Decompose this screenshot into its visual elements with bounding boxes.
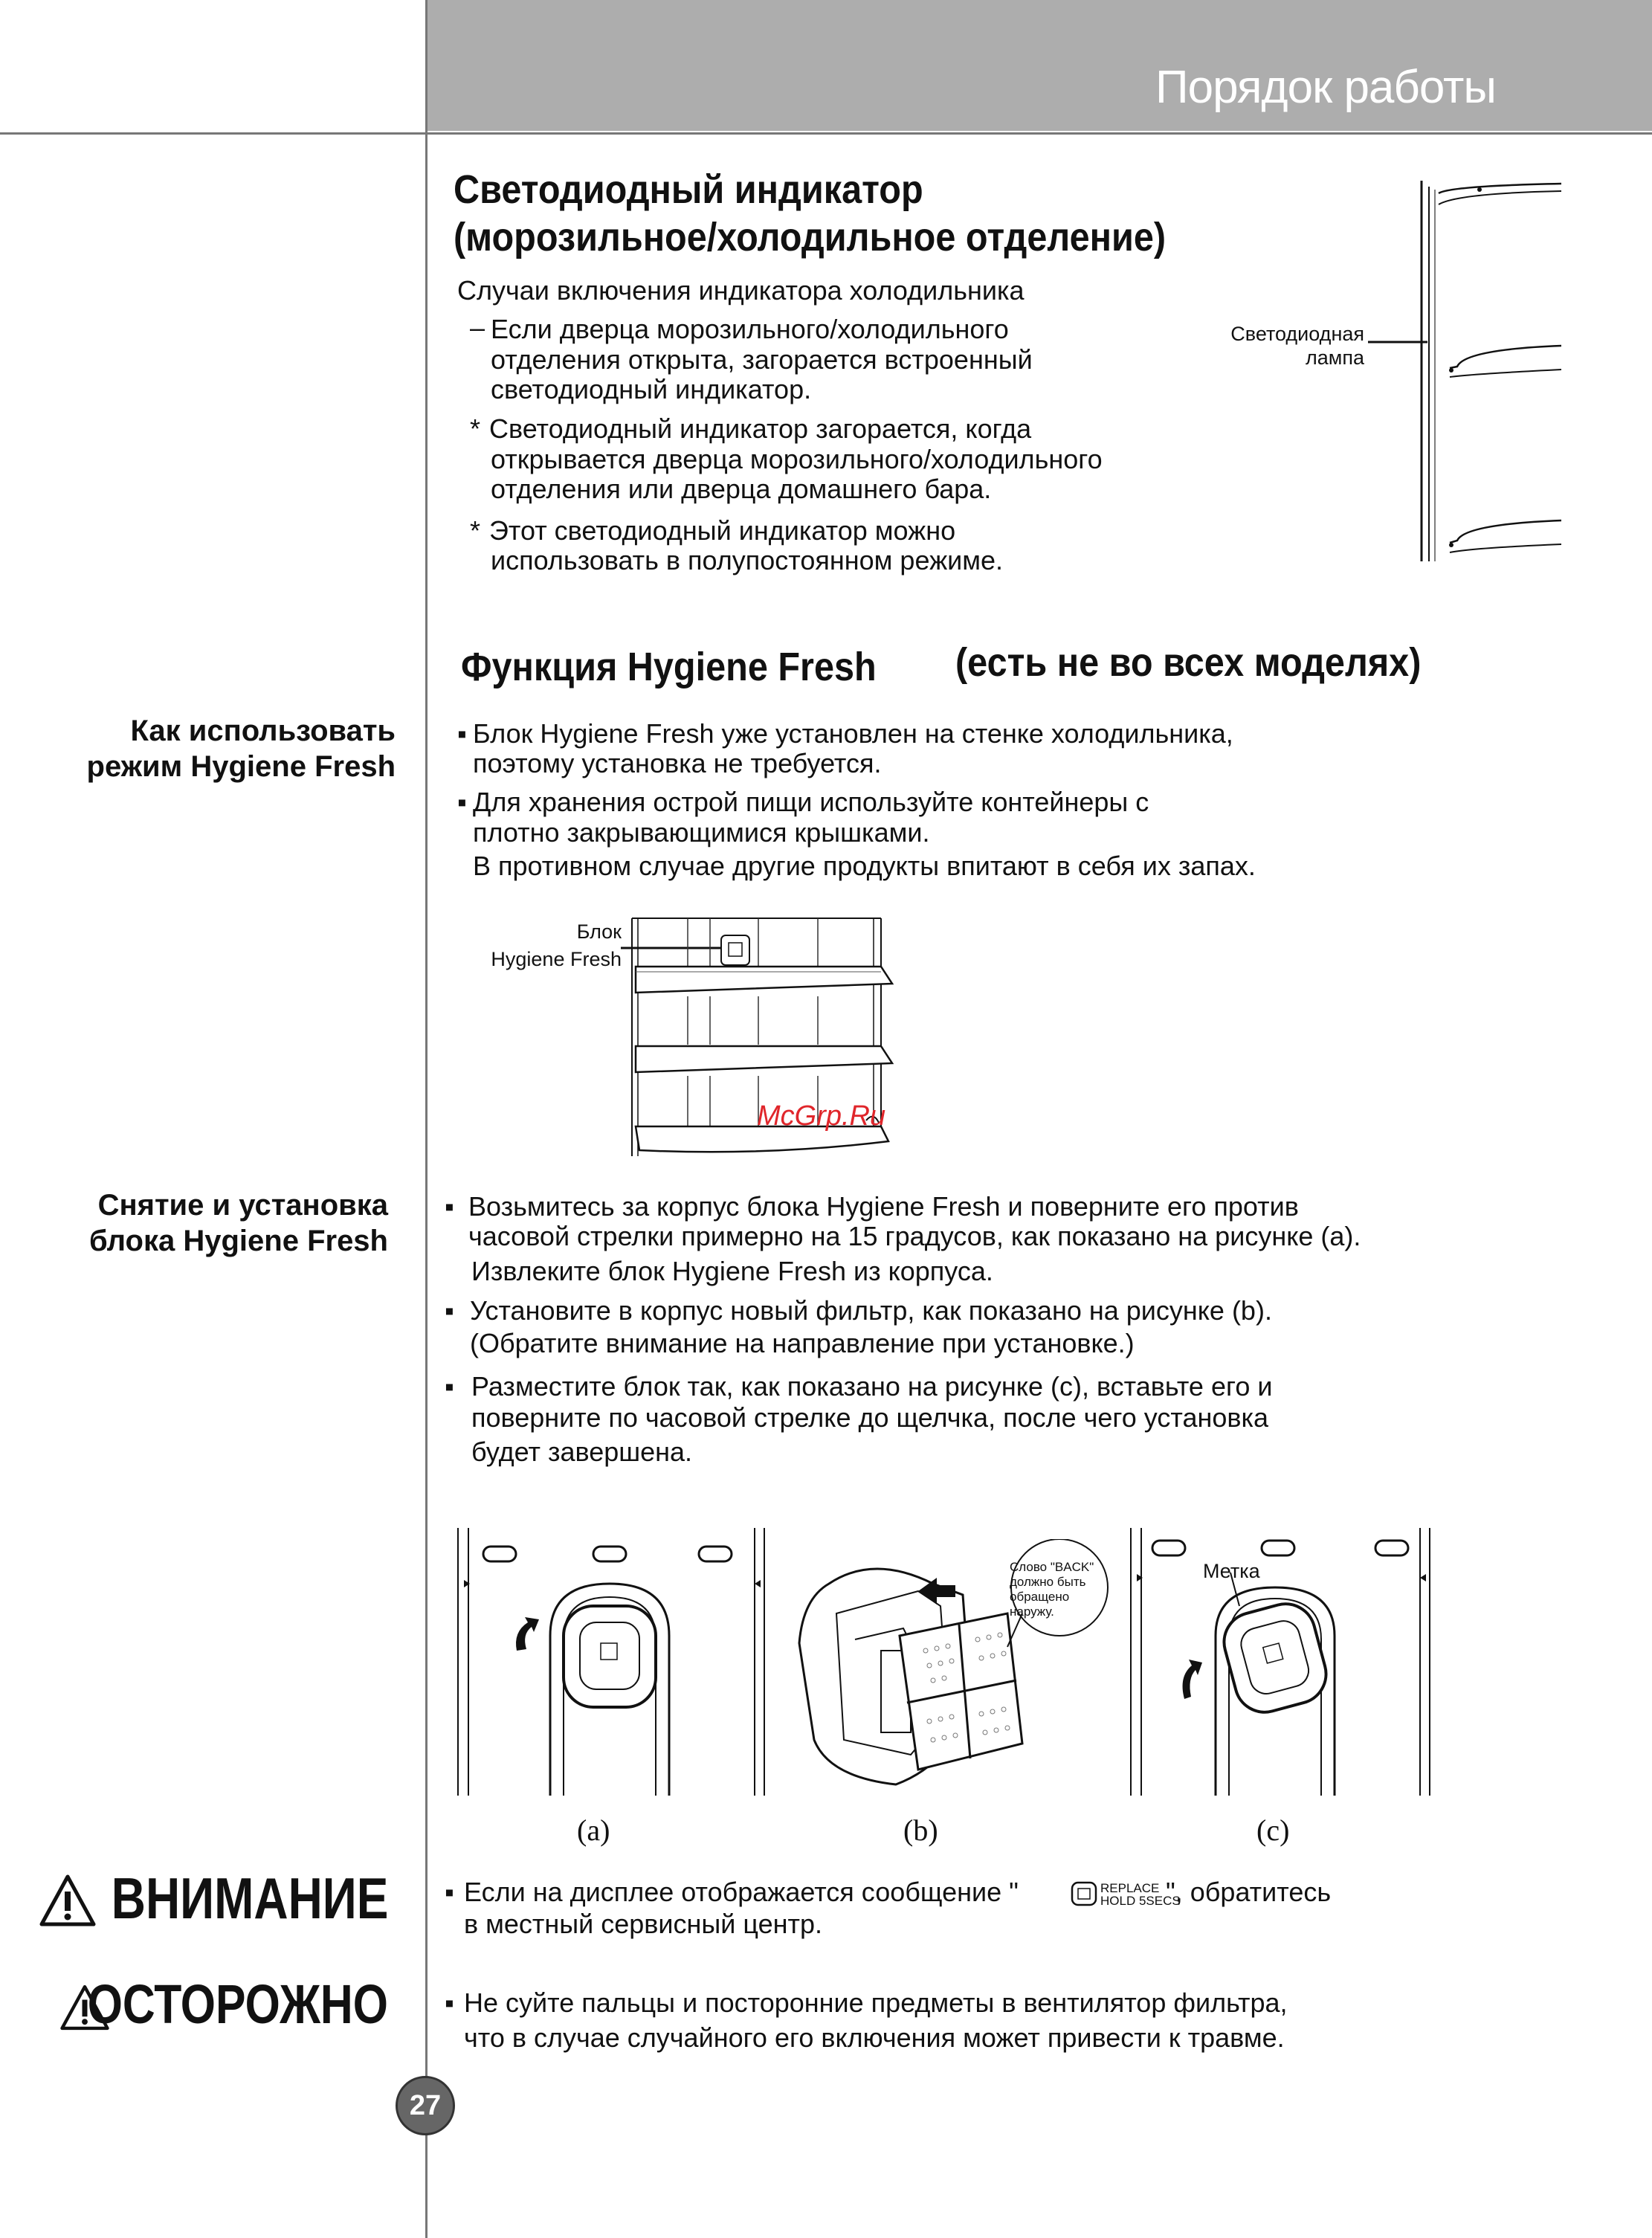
hygiene-side-line1: Как использовать — [130, 715, 396, 747]
hygiene-b1-line1: Блок Hygiene Fresh уже установлен на стенке холодильника, — [473, 718, 1233, 749]
replace-b3-line1: Разместите блок так, как показано на рисунке (с), вставьте его и — [471, 1371, 1273, 1402]
hygiene-title: Функция Hygiene Fresh — [461, 645, 877, 689]
led-note2-line2: использовать в полупостоянном режиме. — [491, 545, 1004, 575]
replace-icon-line2: HOLD 5SECS — [1100, 1894, 1181, 1908]
header-divider — [0, 132, 1652, 135]
unit-label-line2: Hygiene Fresh — [491, 948, 622, 970]
lamp-label-line2: лампа — [1306, 346, 1364, 369]
star-mark-1: * — [470, 413, 481, 444]
ostorozhno-line1: Не суйте пальцы и посторонние предметы в вентилятор фильтра, — [464, 1987, 1288, 2018]
hygiene-b2-line2: плотно закрывающимися крышками. — [473, 817, 930, 848]
vnimanie-heading: ВНИМАНИЕ — [111, 1865, 388, 1931]
figure-c-illustration — [1126, 1524, 1439, 1799]
watermark: McGrp.Ru — [757, 1100, 886, 1132]
led-item1-line1: Если дверца морозильного/холодильного — [491, 314, 1009, 344]
page-number: 27 — [396, 2076, 455, 2135]
callout-line1: Слово "BACK" — [1010, 1560, 1094, 1574]
bullet-icon: ▪ — [457, 718, 467, 749]
ostorozhno-heading: ОСТОРОЖНО — [87, 1973, 388, 2035]
bullet-icon: ▪ — [445, 1877, 454, 1907]
dash-mark: – — [470, 312, 485, 343]
margin-divider — [425, 0, 427, 2238]
replace-b1-line1: Возьмитесь за корпус блока Hygiene Fresh и поверните его против — [468, 1191, 1299, 1222]
led-intro: Случаи включения индикатора холодильника — [457, 275, 1025, 306]
hygiene-b2-line1: Для хранения острой пищи используйте контейнеры с — [473, 787, 1149, 817]
replace-side-line2: блока Hygiene Fresh — [88, 1225, 388, 1257]
unit-label-line1: Блок — [576, 920, 622, 943]
replace-side-line1: Снятие и установка — [97, 1189, 388, 1222]
replace-icon-line1: REPLACE — [1100, 1881, 1160, 1895]
led-note1-line1: Светодиодный индикатор загорается, когда — [489, 413, 1032, 444]
bullet-icon: ▪ — [445, 1987, 454, 2018]
vnimanie-line2: в местный сервисный центр. — [464, 1909, 823, 1939]
led-title-line2: (морозильное/холодильное отделение) — [454, 215, 1167, 259]
bullet-icon: ▪ — [457, 787, 467, 817]
vnimanie-line1-pre: Если на дисплее отображается сообщение " — [464, 1877, 1019, 1907]
ostorozhno-line2: что в случае случайного его включения может привести к травме. — [464, 2022, 1285, 2053]
warning-triangle-icon — [39, 1874, 97, 1927]
bullet-icon: ▪ — [445, 1191, 454, 1222]
led-title-line1: Светодиодный индикатор — [454, 167, 923, 212]
mark-label: Метка — [1203, 1560, 1260, 1582]
caption-c: (c) — [1256, 1813, 1290, 1847]
replace-b2-line1: Установите в корпус новый фильтр, как показано на рисунке (b). — [470, 1295, 1272, 1326]
led-note2-line1: Этот светодиодный индикатор можно — [489, 515, 956, 546]
hygiene-title-note: (есть не во всех моделях) — [955, 640, 1422, 685]
led-note1-line2: открывается дверца морозильного/холодильного — [491, 444, 1103, 474]
replace-b1-line3: Извлеките блок Hygiene Fresh из корпуса. — [471, 1256, 993, 1286]
hygiene-b1-line2: поэтому установка не требуется. — [473, 748, 882, 778]
hygiene-b2-line3: В противном случае другие продукты впитают в себя их запах. — [473, 851, 1256, 881]
replace-b2-line2: (Обратите внимание на направление при установке.) — [470, 1328, 1135, 1358]
led-item1-line3: светодиодный индикатор. — [491, 374, 812, 404]
section-title: Порядок работы — [1155, 62, 1496, 113]
led-fridge-illustration — [1368, 175, 1561, 569]
hygiene-side-line2: режим Hygiene Fresh — [86, 750, 396, 783]
filter-replace-icon — [1071, 1881, 1097, 1906]
led-item1-line2: отделения открыта, загорается встроенный — [491, 344, 1033, 375]
callout-line3: обращено — [1010, 1590, 1070, 1604]
replace-b1-line2: часовой стрелки примерно на 15 градусов, как показано на рисунке (а). — [468, 1221, 1361, 1251]
caption-a: (a) — [577, 1813, 610, 1847]
star-mark-2: * — [470, 515, 481, 546]
vnimanie-line1-post: ", обратитесь — [1166, 1877, 1332, 1907]
replace-b3-line2: поверните по часовой стрелке до щелчка, после чего установка — [471, 1402, 1269, 1433]
caption-b: (b) — [903, 1813, 938, 1847]
replace-b3-line3: будет завершена. — [471, 1436, 693, 1467]
bullet-icon: ▪ — [445, 1295, 454, 1326]
callout-line2: должно быть — [1010, 1575, 1086, 1589]
lamp-label-line1: Светодиодная — [1230, 323, 1364, 345]
led-note1-line3: отделения или дверца домашнего бара. — [491, 474, 992, 504]
callout-line4: наружу. — [1010, 1605, 1054, 1619]
figure-a-illustration — [454, 1524, 773, 1799]
bullet-icon: ▪ — [445, 1371, 454, 1402]
